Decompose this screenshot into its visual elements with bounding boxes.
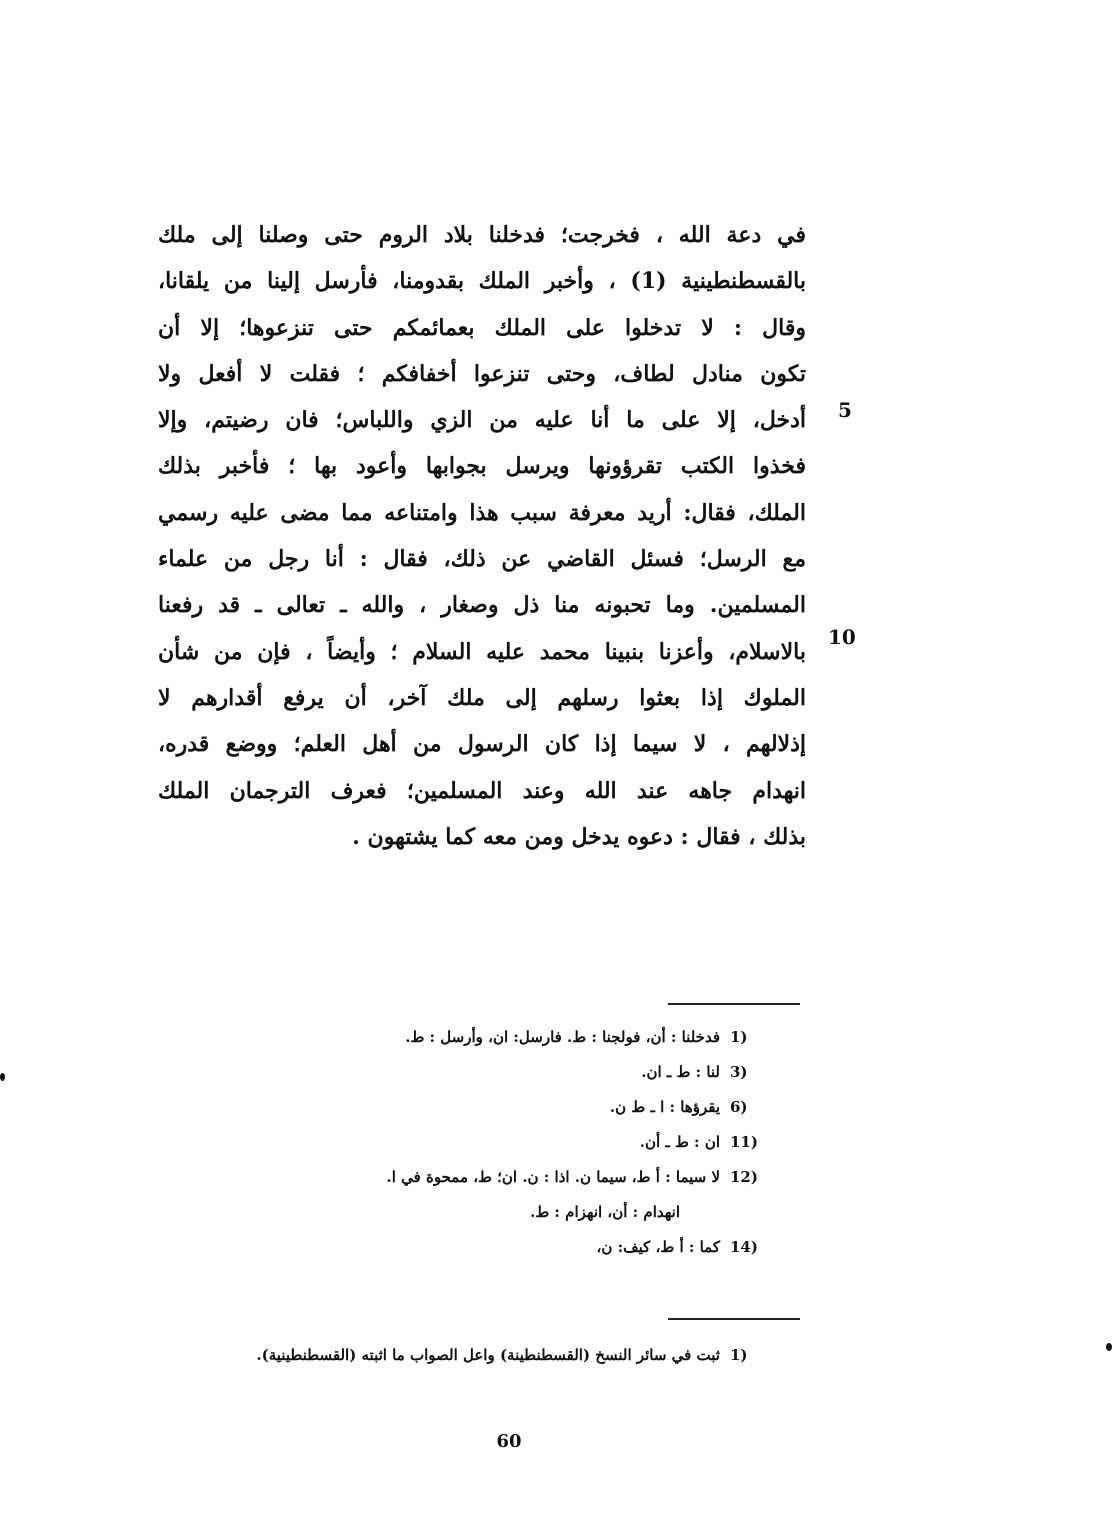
text-line: بالقسطنطينية (1) ، وأخبر الملك بقدومنا، فأرسل إلينا من يلقانا،: [158, 268, 806, 295]
variant-text: لنا : ط ـ ان.: [641, 1063, 720, 1081]
variant-text: كما : أ ط، كيف: ن،: [596, 1238, 720, 1256]
variant-text: لا سيما : أ ط، سيما ن. اذا : ن. ان؛ ط، ممحوة في ا.: [386, 1168, 720, 1186]
text-line: في دعة الله ، فخرجت؛ فدخلنا بلاد الروم حتى وصلنا إلى ملك: [158, 222, 806, 248]
footnote-text: ثبت في سائر النسخ (القسطنطينة) واعل الصواب ما اثبته (القسطنطينية).: [256, 1346, 720, 1364]
text-line: إذلالهم ، لا سيما إذا كان الرسول من أهل العلم؛ ووضع قدره،: [158, 731, 806, 758]
text-line: أدخل، إلا على ما أنا عليه من الزي واللباس؛ فان رضيتم، وإلا: [158, 407, 806, 434]
text-line: الملك، فقال: أريد معرفة سبب هذا وامتناعه مما مضى عليه رسمي: [158, 499, 806, 526]
variant-text: فدخلنا : أن، فولجنا : ط. فارسل: ان، وأرسل : ط.: [405, 1028, 720, 1046]
text-line: بذلك ، فقال : دعوه يدخل ومن معه كما يشتهون .: [352, 823, 806, 850]
variant-number: 3): [730, 1063, 748, 1081]
main-text: [158, 212, 806, 860]
variant-item: [240, 1020, 760, 1055]
variant-number: 1): [730, 1028, 748, 1046]
line-number-10: 10: [828, 625, 856, 649]
text-line: المسلمين. وما تحبونه منا ذل وصغار ، والله ـ تعالى ـ قد رفعنا: [158, 592, 806, 619]
variant-number: 14): [730, 1238, 758, 1256]
variant-item: [240, 1160, 760, 1195]
variant-readings: [240, 1020, 760, 1265]
variant-number: 12): [730, 1168, 758, 1186]
text-line: فخذوا الكتب تقرؤونها ويرسل بجوابها وأعود بها ؛ فأخبر بذلك: [158, 453, 806, 480]
variant-item: [240, 1230, 760, 1265]
variant-item: [240, 1195, 760, 1230]
variant-text: انهدام : أن، انهزام : ط.: [530, 1203, 680, 1221]
text-line: بالاسلام، وأعزنا بنبينا محمد عليه السلام ؛ وأيضاً ، فإن من شأن: [158, 638, 806, 665]
variant-item: [240, 1125, 760, 1160]
variant-item: [240, 1055, 760, 1090]
text-line: الملوك إذا بعثوا رسلهم إلى ملك آخر، أن يرفع أقدارهم لا: [158, 684, 806, 711]
text-line: مع الرسل؛ فسئل القاضي عن ذلك، فقال : أنا رجل من علماء: [158, 546, 806, 573]
variant-item: [240, 1090, 760, 1125]
footnote-separator: [668, 1003, 800, 1005]
scan-speck: [1106, 1343, 1112, 1351]
footnote-number: 1): [730, 1346, 748, 1364]
page-number: 60: [496, 1431, 522, 1452]
scan-speck: [0, 1073, 5, 1081]
line-number-5: 5: [838, 398, 852, 422]
footnote: [160, 1340, 760, 1370]
variant-text: يقرؤها : ا ـ ط ن.: [609, 1098, 720, 1116]
variant-number: [690, 1195, 720, 1230]
variant-number: 6): [730, 1098, 748, 1116]
text-line: وقال : لا تدخلوا على الملك بعمائمكم حتى تنزعوها؛ إلا أن: [158, 314, 806, 341]
text-line: تكون منادل لطاف، وحتى تنزعوا أخفافكم ؛ فقلت لا أفعل ولا: [158, 360, 806, 387]
text-line: انهدام جاهه عند الله وعند المسلمين؛ فعرف الترجمان الملك: [158, 777, 806, 804]
variant-number: 11): [730, 1133, 758, 1151]
footnote-separator: [668, 1318, 800, 1320]
variant-text: ان : ط ـ أن.: [639, 1133, 720, 1151]
